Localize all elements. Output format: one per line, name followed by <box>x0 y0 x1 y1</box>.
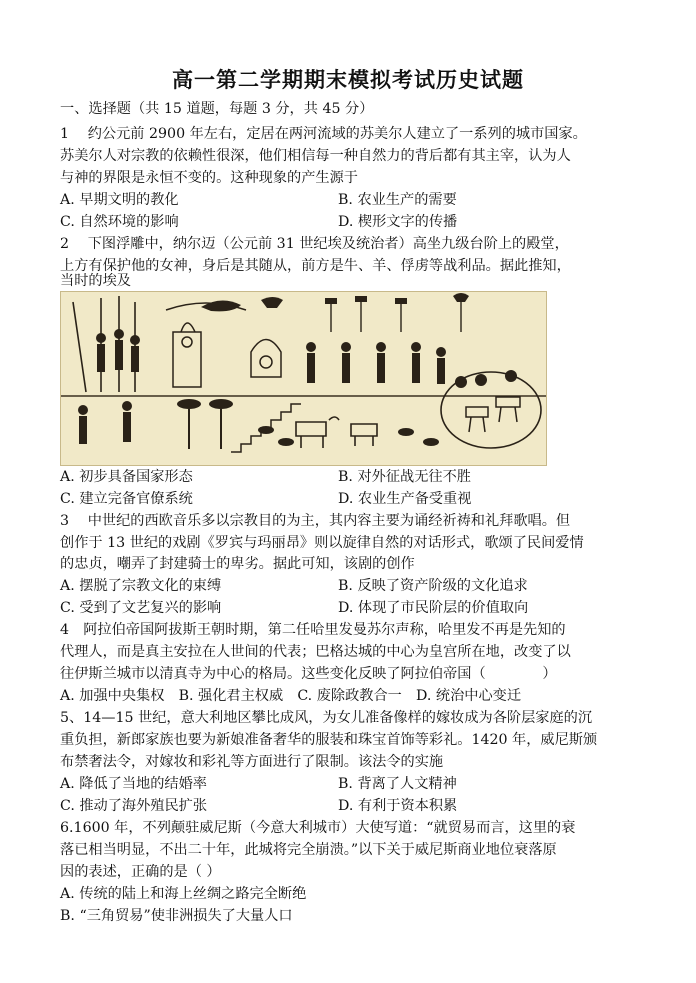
page-title: 高一第二学期期末模拟考试历史试题 <box>172 67 524 92</box>
q1-option-d: D. 楔形文字的传播 <box>338 214 458 230</box>
q1-line-1: 1 约公元前 2900 年左右，定居在两河流域的苏美尔人建立了一系列的城市国家。 <box>60 126 587 142</box>
q5-option-d: D. 有利于资本积累 <box>338 798 458 814</box>
q5-line-2: 重负担，新郎家族也要为新娘准备奢华的服装和珠宝首饰等彩礼。1420 年，威尼斯颁 <box>60 732 598 748</box>
q2-option-d: D. 农业生产备受重视 <box>338 491 472 507</box>
q5-option-b: B. 背离了人文精神 <box>338 776 457 792</box>
q6-line-3: 因的表述，正确的是（ ） <box>60 864 221 880</box>
q5-option-c: C. 推动了海外殖民扩张 <box>60 798 208 814</box>
q2-option-a: A. 初步具备国家形态 <box>60 469 193 485</box>
q6-option-b: B. “三角贸易”使非洲损失了大量人口 <box>60 908 293 924</box>
q1-option-b: B. 农业生产的需要 <box>338 192 457 208</box>
q3-line-3: 的忠贞，嘲弄了封建骑士的卑劣。据此可知，该剧的创作 <box>60 556 415 572</box>
q4-options: A. 加强中央集权 B. 强化君主权威 C. 废除政教合一 D. 统治中心变迁 <box>60 688 522 704</box>
q2-option-c: C. 建立完备官僚系统 <box>60 491 193 507</box>
q3-option-b: B. 反映了资产阶级的文化追求 <box>338 578 528 594</box>
q6-option-a: A. 传统的陆上和海上丝绸之路完全断绝 <box>60 886 307 902</box>
q2-line-3: 当时的埃及 <box>60 273 131 289</box>
q2-option-b: B. 对外征战无往不胜 <box>338 469 471 485</box>
q5-line-1: 5、14—15 世纪，意大利地区攀比成风，为女儿准备像样的嫁妆成为各阶层家庭的沉 <box>60 710 593 726</box>
q1-option-a: A. 早期文明的教化 <box>60 192 179 208</box>
q2-line-2: 上方有保护他的女神，身后是其随从，前方是牛、羊、俘虏等战利品。据此推知， <box>60 258 571 274</box>
q5-line-3: 布禁奢法令，对嫁妆和彩礼等方面进行了限制。该法令的实施 <box>60 754 444 770</box>
q3-line-1: 3 中世纪的西欧音乐多以宗教目的为主，其内容主要为诵经祈祷和礼拜歌唱。但 <box>60 513 571 529</box>
q2-line-1: 2 下图浮雕中，纳尔迈（公元前 31 世纪埃及统治者）高坐九级台阶上的殿堂， <box>60 236 569 252</box>
narmer-relief-image <box>60 291 547 466</box>
q3-option-a: A. 摆脱了宗教文化的束缚 <box>60 578 222 594</box>
q6-line-2: 落已相当明显，不出二十年，此城将完全崩溃。”以下关于威尼斯商业地位衰落原 <box>60 842 557 858</box>
q3-option-d: D. 体现了市民阶层的价值取向 <box>338 600 529 616</box>
section-heading: 一、选择题（共 15 道题，每题 3 分，共 45 分） <box>60 101 374 117</box>
q1-line-3: 与神的界限是永恒不变的。这种现象的产生源于 <box>60 170 358 186</box>
q1-option-c: C. 自然环境的影响 <box>60 214 179 230</box>
q3-option-c: C. 受到了文艺复兴的影响 <box>60 600 222 616</box>
q1-line-2: 苏美尔人对宗教的依赖性很深，他们相信每一种自然力的背后都有其主宰，认为人 <box>60 148 571 164</box>
q4-line-1: 4 阿拉伯帝国阿拔斯王朝时期，第二任哈里发曼苏尔声称，哈里发不再是先知的 <box>60 622 566 638</box>
q6-line-1: 6.1600 年，不列颠驻威尼斯（今意大利城市）大使写道：“就贸易而言，这里的衰 <box>60 820 576 836</box>
q3-line-2: 创作于 13 世纪的戏剧《罗宾与玛丽昂》则以旋律自然的对话形式，歌颂了民间爱情 <box>60 535 584 551</box>
q4-line-3: 往伊斯兰城市以清真寺为中心的格局。这些变化反映了阿拉伯帝国（ ） <box>60 666 557 682</box>
q4-line-2: 代理人，而是真主安拉在人世间的代表；巴格达城的中心为皇宫所在地，改变了以 <box>60 644 571 660</box>
q5-option-a: A. 降低了当地的结婚率 <box>60 776 207 792</box>
